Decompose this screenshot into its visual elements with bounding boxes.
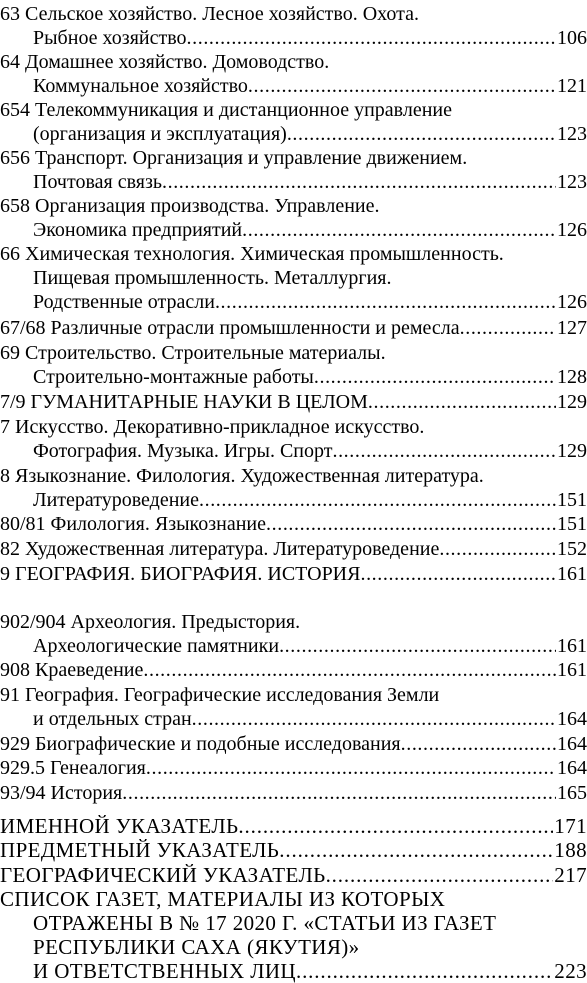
toc-entry-text: 8 Языкознание. Филология. Художественная литература. xyxy=(0,465,484,487)
toc-entry-last-line xyxy=(0,512,587,536)
dot-leader xyxy=(332,439,556,463)
toc-entry-text: Пищевая промышленность. Металлургия. xyxy=(33,267,392,289)
dot-leader xyxy=(368,390,556,414)
toc-page-number: 126 xyxy=(557,291,587,313)
toc-entry-title: Коммунальное хозяйство xyxy=(33,75,248,97)
toc-entry-last-line xyxy=(33,439,587,463)
toc-entry-last-line xyxy=(0,756,587,780)
toc-entry[interactable] xyxy=(0,756,587,780)
dot-leader xyxy=(326,863,554,887)
toc-entry-last-line xyxy=(0,814,587,838)
toc-entry-title: 908 Краеведение xyxy=(0,659,144,681)
toc-page-number: 129 xyxy=(557,391,587,413)
toc-entry-title: 80/81 Филология. Языкознание xyxy=(0,513,267,535)
toc-entry-text: 63 Сельское хозяйство. Лесное хозяйство. Охота. xyxy=(0,3,419,25)
toc-entry-text: ОТРАЖЕНЫ В № 17 2020 Г. «СТАТЬИ ИЗ ГАЗЕТ xyxy=(33,911,497,935)
toc-entry-last-line xyxy=(0,390,587,414)
toc-entry-last-line xyxy=(33,26,587,50)
toc-entry-title: (организация и эксплуатация) xyxy=(33,123,287,145)
toc-entry[interactable] xyxy=(0,562,587,586)
dot-leader xyxy=(162,170,556,194)
toc-entry-last-line xyxy=(0,863,587,887)
toc-entry-text: 66 Химическая технология. Химическая промышленность. xyxy=(0,243,504,265)
toc-entry-last-line xyxy=(33,959,587,983)
toc-entry-title: Фотография. Музыка. Игры. Спорт xyxy=(33,440,333,462)
toc-entry-last-line xyxy=(33,707,587,731)
toc-entry-title: Археологические памятники xyxy=(33,635,280,657)
toc-entry-last-line xyxy=(33,122,587,146)
toc-entry-last-line xyxy=(0,316,587,340)
toc-entry-title: Родственные отрасли xyxy=(33,291,215,313)
toc-page-number: 164 xyxy=(557,733,587,755)
toc-entry[interactable] xyxy=(0,242,587,314)
dot-leader xyxy=(279,838,553,862)
toc-entry-last-line xyxy=(33,290,587,314)
toc-entry[interactable] xyxy=(0,732,587,756)
toc-entry-last-line xyxy=(0,658,587,682)
toc-entry-title: ПРЕДМЕТНЫЙ УКАЗАТЕЛЬ xyxy=(0,838,280,862)
toc-entry-text: 656 Транспорт. Организация и управление движением. xyxy=(0,147,468,169)
toc-page-number: 152 xyxy=(557,538,587,560)
toc-entry[interactable] xyxy=(0,2,587,50)
dot-leader xyxy=(401,732,556,756)
toc-page-number: 161 xyxy=(557,635,587,657)
toc-page-number: 161 xyxy=(557,563,587,585)
dot-leader xyxy=(215,290,556,314)
toc-entry-title: Строительно-монтажные работы xyxy=(33,366,314,388)
toc-entry[interactable] xyxy=(0,316,587,340)
toc-entry-last-line xyxy=(0,562,587,586)
dot-leader xyxy=(279,634,556,658)
toc-page-number: 164 xyxy=(557,757,587,779)
toc-page-number: 151 xyxy=(557,489,587,511)
toc-entry-title: Литературоведение xyxy=(33,489,199,511)
dot-leader xyxy=(146,756,556,780)
toc-page-number: 121 xyxy=(557,75,587,97)
toc-entry[interactable] xyxy=(0,683,587,731)
toc-page-number: 123 xyxy=(557,123,587,145)
toc-page-number: 128 xyxy=(557,366,587,388)
toc-entry[interactable] xyxy=(0,194,587,242)
toc-entry-title: 82 Художественная литература. Литературоведение xyxy=(0,538,440,560)
dot-leader xyxy=(192,707,556,731)
toc-entry-text: 654 Телекоммуникация и дистанционное управление xyxy=(0,99,452,121)
toc-entry[interactable] xyxy=(0,415,587,463)
toc-entry-last-line xyxy=(0,732,587,756)
toc-page-number: 164 xyxy=(557,708,587,730)
toc-entry-title: 7/9 ГУМАНИТАРНЫЕ НАУКИ В ЦЕЛОМ xyxy=(0,391,368,413)
toc-page-number: 106 xyxy=(557,27,587,49)
toc-entry-text: СПИСОК ГАЗЕТ, МАТЕРИАЛЫ ИЗ КОТОРЫХ xyxy=(0,887,446,911)
dot-leader xyxy=(242,218,556,242)
dot-leader xyxy=(248,74,556,98)
dot-leader xyxy=(266,512,556,536)
toc-entry[interactable] xyxy=(0,863,587,887)
toc-entry[interactable] xyxy=(0,98,587,146)
dot-leader xyxy=(360,562,556,586)
toc-entry[interactable] xyxy=(0,341,587,389)
toc-entry[interactable] xyxy=(0,537,587,561)
toc-entry[interactable] xyxy=(0,146,587,194)
toc-page-number: 129 xyxy=(557,440,587,462)
toc-entry-text: 658 Организация производства. Управление. xyxy=(0,195,380,217)
toc-entry-title: 9 ГЕОГРАФИЯ. БИОГРАФИЯ. ИСТОРИЯ xyxy=(0,563,361,585)
toc-entry[interactable] xyxy=(0,781,587,805)
toc-entry-text: 7 Искусство. Декоративно-прикладное искусство. xyxy=(0,416,425,438)
dot-leader xyxy=(296,959,553,983)
toc-page-number: 223 xyxy=(554,959,587,983)
toc-entry-text: 69 Строительство. Строительные материалы. xyxy=(0,342,386,364)
toc-page-number: 127 xyxy=(557,317,587,339)
dot-leader xyxy=(287,122,556,146)
toc-entry-title: 67/68 Различные отрасли промышленности и ремесла xyxy=(0,317,460,339)
toc-entry[interactable] xyxy=(0,838,587,862)
toc-entry[interactable] xyxy=(0,512,587,536)
toc-entry-last-line xyxy=(33,488,587,512)
dot-leader xyxy=(238,814,553,838)
dot-leader xyxy=(460,316,556,340)
toc-entry-last-line xyxy=(33,365,587,389)
toc-page-number: 165 xyxy=(557,782,587,804)
toc-entry-text: 902/904 Археология. Предыстория. xyxy=(0,611,301,633)
toc-page-number: 171 xyxy=(554,814,587,838)
dot-leader xyxy=(439,537,556,561)
toc-entry-last-line xyxy=(0,838,587,862)
toc-entry-title: 93/94 История xyxy=(0,782,123,804)
toc-entry-title: 929.5 Генеалогия xyxy=(0,757,146,779)
toc-entry-title: ИМЕННОЙ УКАЗАТЕЛЬ xyxy=(0,814,239,838)
toc-page-number: 161 xyxy=(557,659,587,681)
toc-entry[interactable] xyxy=(0,50,587,98)
toc-entry-title: 929 Биографические и подобные исследования xyxy=(0,733,401,755)
toc-entry-title: Почтовая связь xyxy=(33,171,162,193)
dot-leader xyxy=(122,781,556,805)
toc-entry[interactable] xyxy=(0,390,587,414)
toc-page-number: 151 xyxy=(557,513,587,535)
toc-entry-last-line xyxy=(33,218,587,242)
toc-entry-last-line xyxy=(33,170,587,194)
toc-entry-last-line xyxy=(33,74,587,98)
toc-entry[interactable] xyxy=(0,610,587,658)
toc-entry-text: РЕСПУБЛИКИ САХА (ЯКУТИЯ)» xyxy=(33,935,360,959)
toc-entry-title: Рыбное хозяйство xyxy=(33,27,187,49)
toc-entry[interactable] xyxy=(0,814,587,838)
toc-entry-title: И ОТВЕТСТВЕННЫХ ЛИЦ xyxy=(33,959,296,983)
toc-page-number: 217 xyxy=(554,863,587,887)
toc-page-number: 188 xyxy=(554,838,587,862)
toc-entry-title: и отдельных стран xyxy=(33,708,192,730)
dot-leader xyxy=(199,488,556,512)
toc-entry-title: Экономика предприятий xyxy=(33,219,243,241)
dot-leader xyxy=(187,26,556,50)
toc-entry-text: 91 География. Географические исследования Земли xyxy=(0,684,440,706)
toc-page-number: 123 xyxy=(557,171,587,193)
toc-entry-text: 64 Домашнее хозяйство. Домоводство. xyxy=(0,51,330,73)
toc-entry-title: ГЕОГРАФИЧЕСКИЙ УКАЗАТЕЛЬ xyxy=(0,863,326,887)
toc-entry[interactable] xyxy=(0,658,587,682)
dot-leader xyxy=(314,365,556,389)
toc-page-number: 126 xyxy=(557,219,587,241)
toc-entry[interactable] xyxy=(0,464,587,512)
toc-entry-last-line xyxy=(33,634,587,658)
toc-entry-last-line xyxy=(0,781,587,805)
toc-entry-last-line xyxy=(0,537,587,561)
dot-leader xyxy=(143,658,556,682)
